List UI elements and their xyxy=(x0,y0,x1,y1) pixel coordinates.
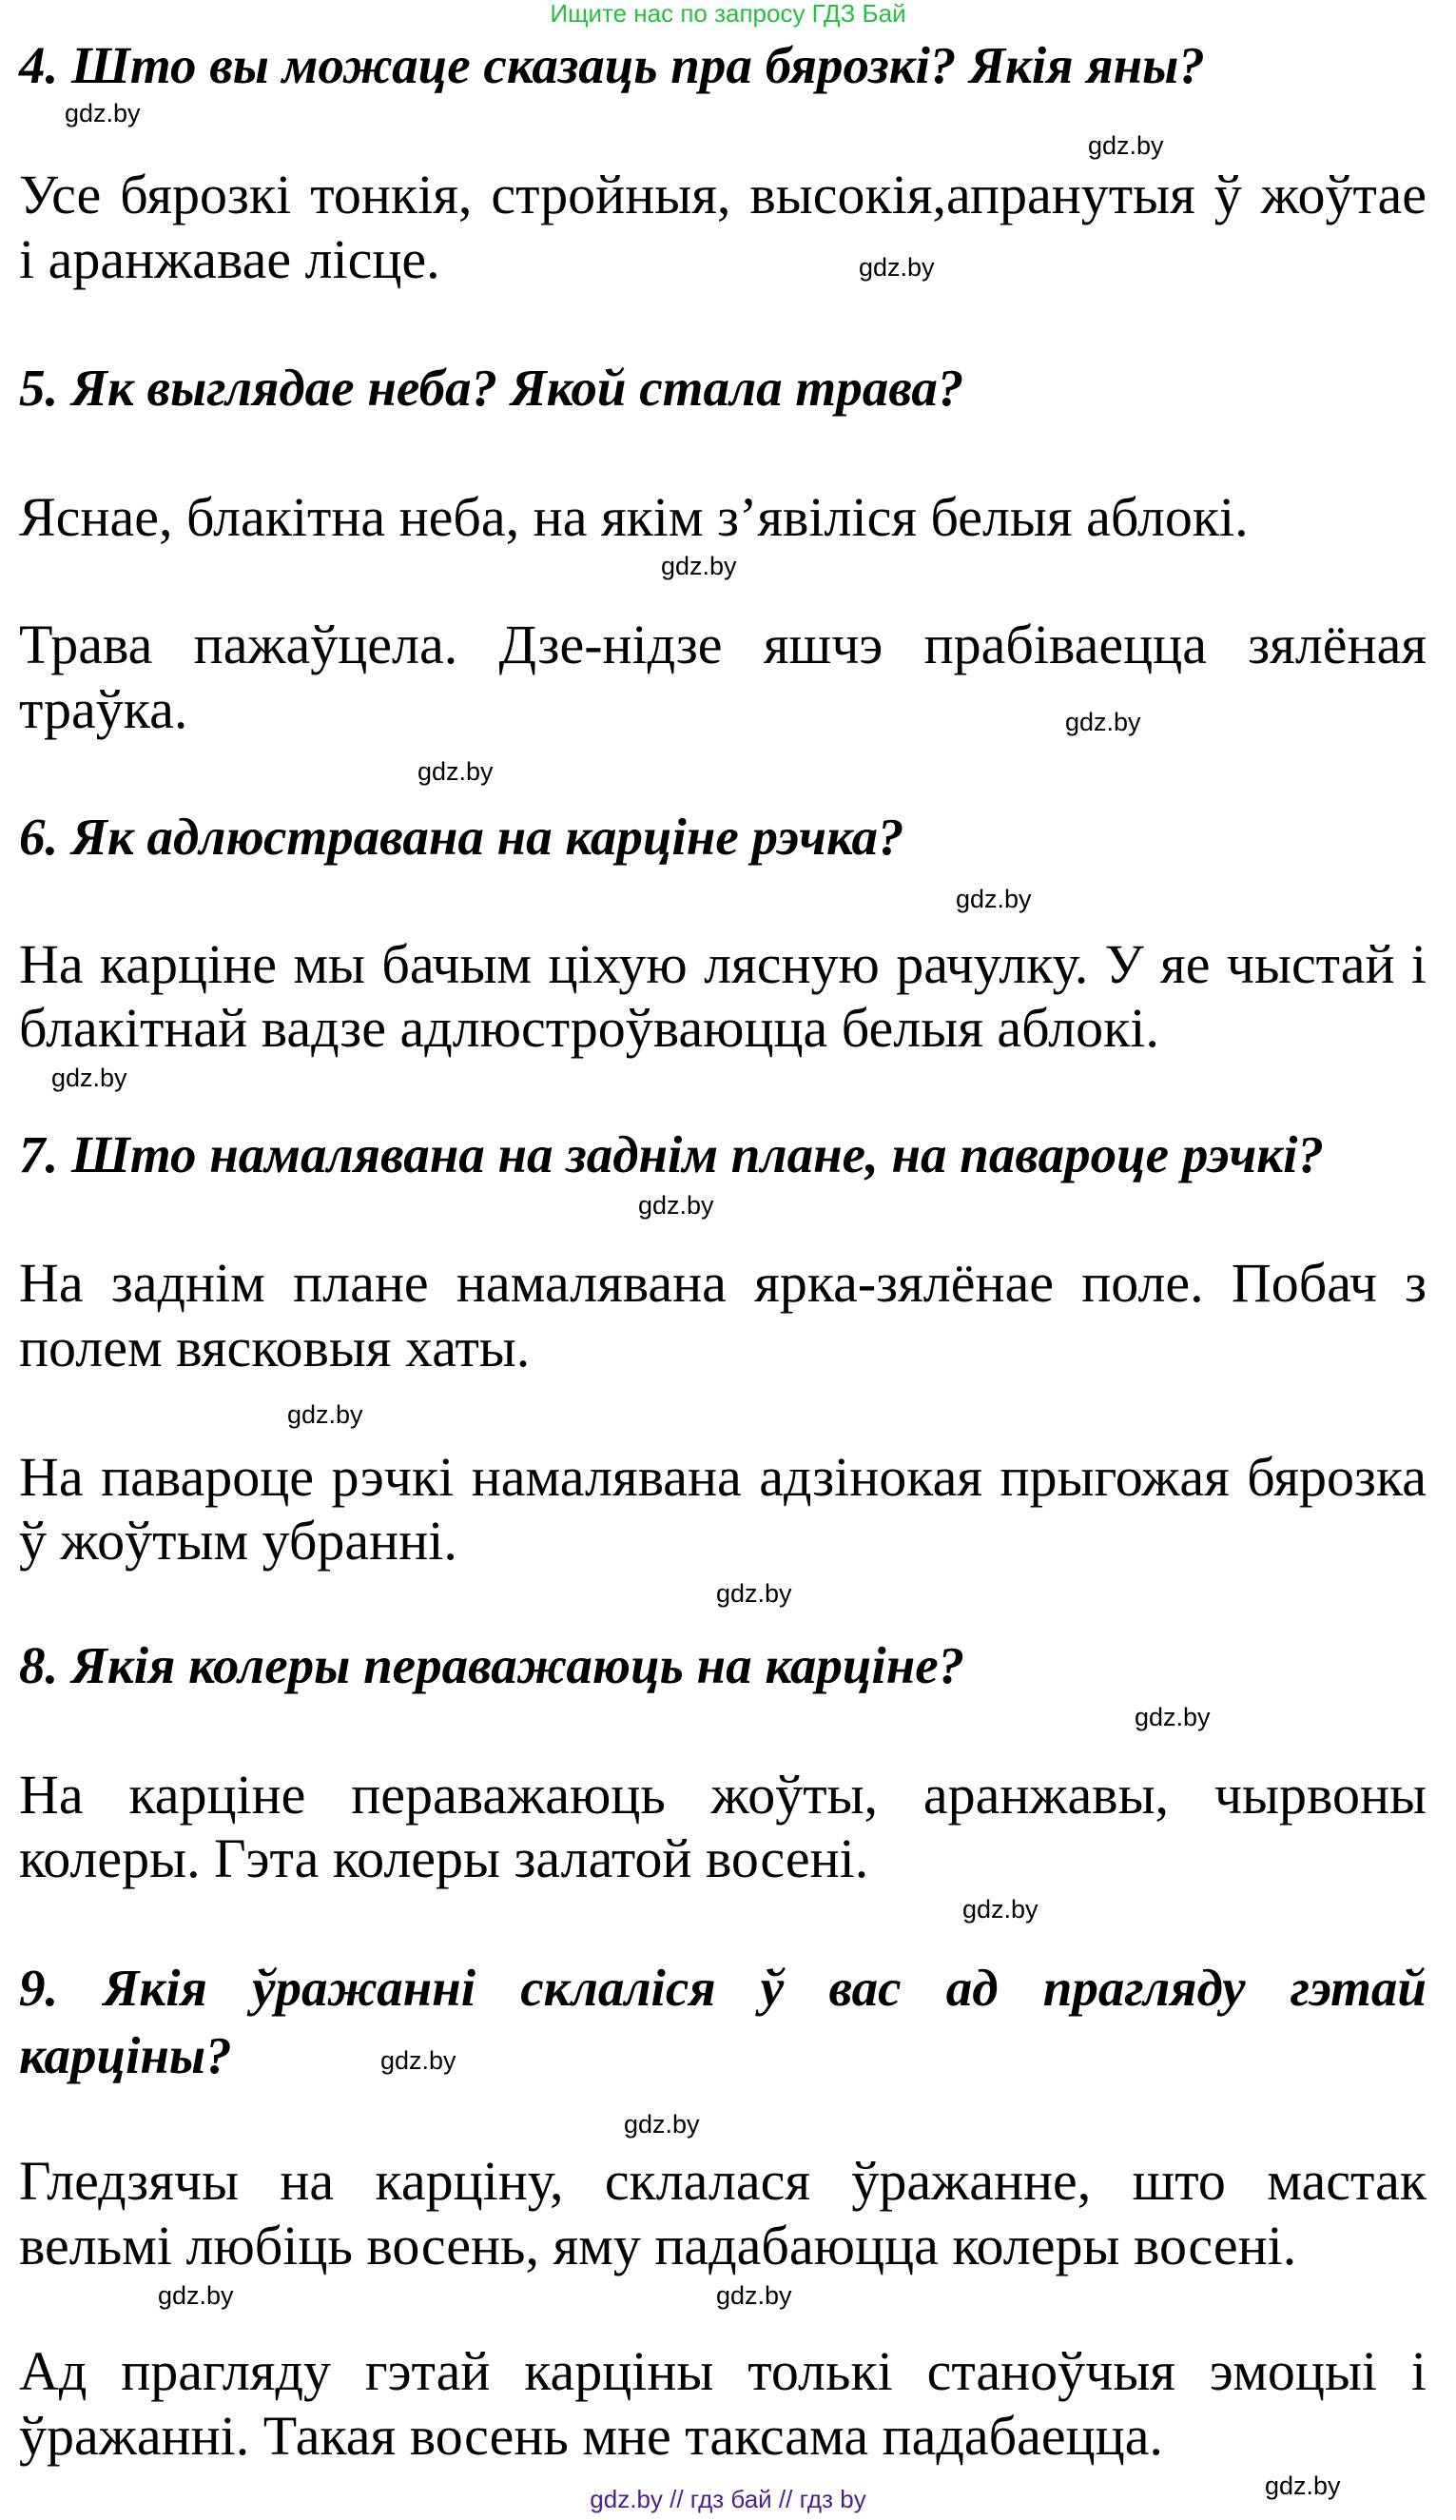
question-8: 8. Якія колеры пераважаюць на карціне? xyxy=(19,1636,965,1694)
watermark: gdz.by xyxy=(417,757,494,786)
watermark: gdz.by xyxy=(65,99,141,127)
question-7: 7. Што намалявана на заднім плане, на павароце рэчкі? xyxy=(19,1125,1324,1183)
watermark: gdz.by xyxy=(380,2046,456,2075)
answer-line: Усе бярозкі тонкія, стройныя, высокія,апранутыя ў жоўтае xyxy=(19,164,1427,225)
watermark: gdz.by xyxy=(158,2281,234,2310)
watermark: gdz.by xyxy=(1065,708,1141,736)
answer-line: Гледзячы на карціну, склалася ўражанне, што мастак xyxy=(19,2150,1427,2212)
watermark: gdz.by xyxy=(661,552,737,580)
watermark: gdz.by xyxy=(1135,1703,1211,1731)
top-banner: Ищите нас по запросу ГДЗ Бай xyxy=(550,0,906,28)
answer-line: Яснае, блакітна неба, на якім з’явіліся белыя аблокі. xyxy=(19,486,1249,548)
answer-line: Трава пажаўцела. Дзе-нідзе яшчэ прабіваецца зялёная xyxy=(19,614,1427,675)
question-9-cont: карціны? xyxy=(19,2026,232,2084)
answer-line: блакітнай вадзе адлюстроўваюцца белыя аблокі. xyxy=(19,997,1159,1059)
question-5: 5. Як выглядае неба? Якой стала трава? xyxy=(19,359,964,417)
footer-links: gdz.by // гдз бай // гдз by xyxy=(590,2485,866,2513)
watermark: gdz.by xyxy=(1088,131,1164,160)
question-6: 6. Як адлюстравана на карціне рэчка? xyxy=(19,808,904,866)
watermark: gdz.by xyxy=(51,1064,127,1092)
answer-line: траўка. xyxy=(19,678,188,740)
watermark: gdz.by xyxy=(624,2110,700,2139)
watermark: gdz.by xyxy=(287,1400,363,1429)
watermark: gdz.by xyxy=(716,2281,792,2310)
watermark: gdz.by xyxy=(716,1579,792,1608)
watermark: gdz.by xyxy=(859,253,935,282)
watermark: gdz.by xyxy=(638,1191,714,1220)
answer-line: На заднім плане намалявана ярка-зялёнае поле. Побач з xyxy=(19,1252,1427,1314)
watermark: gdz.by xyxy=(962,1895,1039,1924)
watermark: gdz.by xyxy=(956,885,1032,913)
answer-line: На карціне пераважаюць жоўты, аранжавы, чырвоны xyxy=(19,1764,1427,1826)
answer-line: ўражанні. Такая восень мне таксама падабаецца. xyxy=(19,2405,1163,2467)
watermark: gdz.by xyxy=(1265,2471,1341,2500)
answer-line: і аранжавае лісце. xyxy=(19,228,440,290)
question-9: 9. Якія ўражанні склаліся ў вас ад прагляду гэтай xyxy=(19,1959,1427,2017)
question-4: 4. Што вы можаце сказаць пра бярозкі? Якія яны? xyxy=(19,36,1205,94)
answer-line: На карціне мы бачым ціхую лясную рачулку. У яе чыстай і xyxy=(19,933,1427,995)
answer-line: полем вясковыя хаты. xyxy=(19,1317,531,1378)
answer-line: ў жоўтым убранні. xyxy=(19,1510,457,1572)
answer-line: На павароце рэчкі намалявана адзінокая прыгожая бярозка xyxy=(19,1446,1427,1508)
answer-line: вельмі любіць восень, яму падабаюцца колеры восені. xyxy=(19,2215,1297,2276)
answer-line: колеры. Гэта колеры залатой восені. xyxy=(19,1827,869,1889)
answer-line: Ад прагляду гэтай карціны толькі станоўчыя эмоцыі і xyxy=(19,2340,1427,2402)
